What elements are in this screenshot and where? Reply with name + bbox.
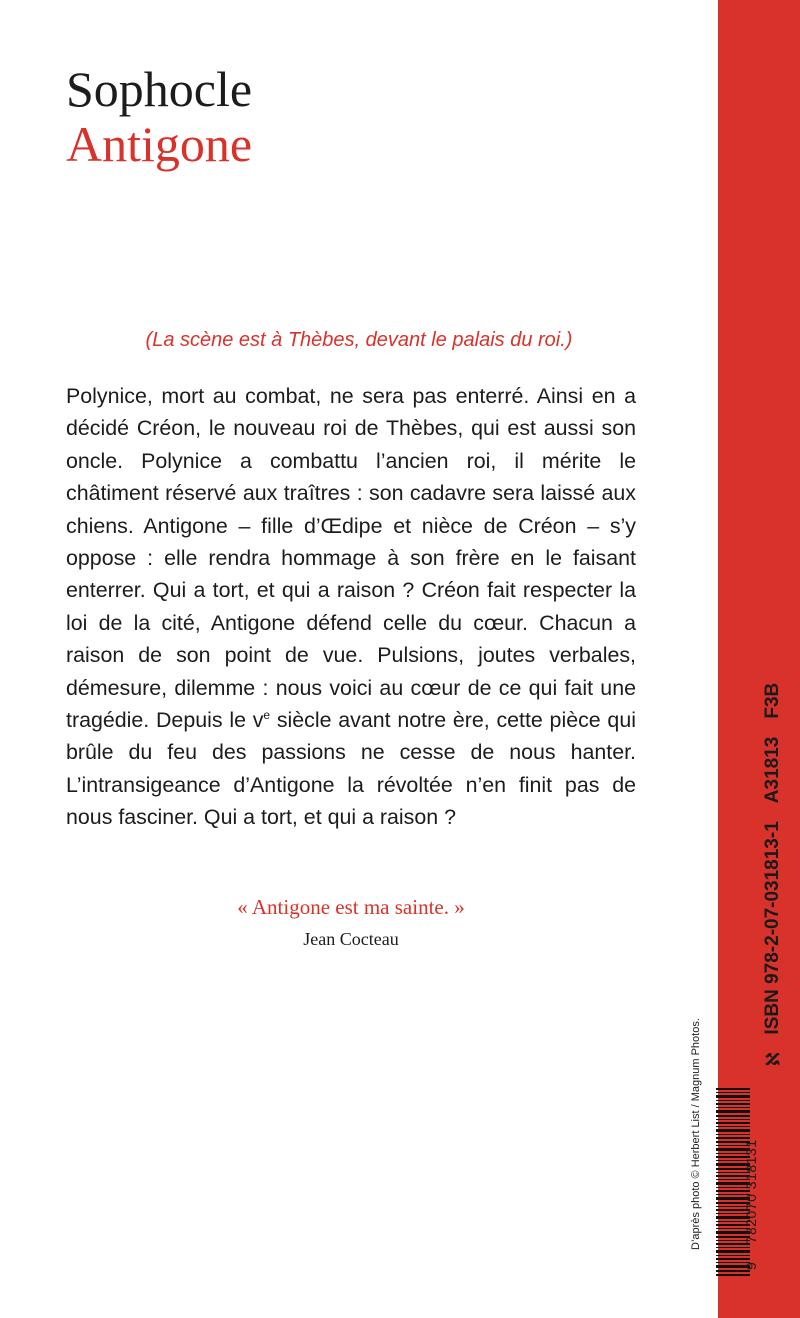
photo-credit: D’après photo © Herbert List / Magnum Photos. (690, 1018, 702, 1250)
summary-text-part1: Polynice, mort au combat, ne sera pas enterré. Ainsi en a décidé Créon, le nouveau roi de Thèbes, qui est aussi son oncle. Polynice a combattu l’ancien roi, il mérite le châtiment réservé aux traîtres : son cadavre sera laissé aux chiens. Antigone – fille d’Œdipe et nièce de Créon – s’y oppose : elle rendra hommage à son frère en le faisant enterrer. Qui a tort, et qui a raison ? Créon fait respecter la loi de la cité, Antigone défend celle du cœur. Chacun a raison de son point de vue. Pulsions, joutes verbales, démesure, dilemme : nous voici au cœur de ce qui fait une tragédie. Depuis le v (66, 384, 636, 733)
quote-author: Jean Cocteau (303, 929, 399, 949)
summary-superscript: e (263, 708, 271, 723)
isbn: ISBN 978-2-07-031813-1 (762, 821, 783, 1035)
publisher-logo-icon: ℵ (762, 1052, 783, 1066)
price-code: F3B (762, 682, 783, 719)
spine-codes (758, 682, 788, 1318)
barcode-digits (743, 1139, 759, 1270)
barcode-number: 782070 318131 (743, 1139, 759, 1244)
back-cover-summary (66, 380, 636, 834)
book-author: Sophocle (66, 61, 253, 117)
book-title: Antigone (66, 116, 253, 172)
quote: « Antigone est ma sainte. » (237, 895, 465, 919)
product-code: A31813 (762, 736, 783, 804)
barcode-leading-digit: 9 (743, 1261, 759, 1270)
summary-text-part2: siècle avant notre ère, cette pièce qui brûle du feu des passions ne cesse de nous hanter. L’intransigeance d’Antigone la révoltée n’en finit pas de nous fasciner. Qui a tort, et qui a raison ? (66, 708, 636, 830)
stage-setting: (La scène est à Thèbes, devant le palais du roi.) (145, 329, 573, 351)
